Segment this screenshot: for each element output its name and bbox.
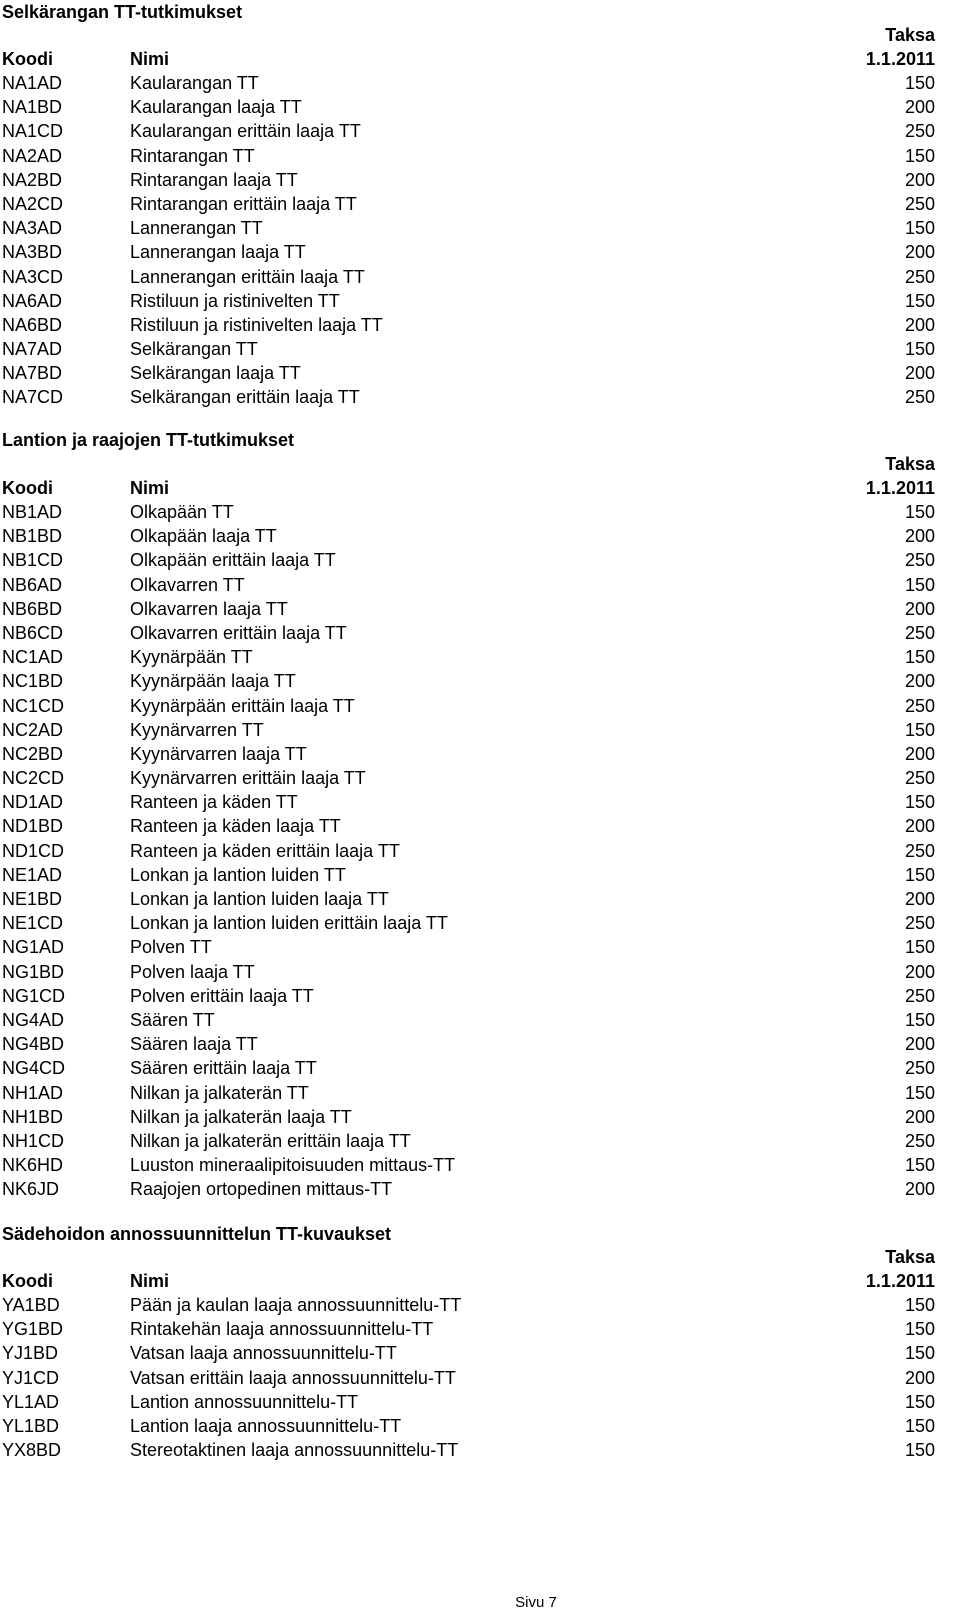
row-price: 200	[904, 743, 935, 764]
row-name: Polven TT	[130, 937, 212, 958]
table-row	[0, 72, 960, 96]
row-name: Säären erittäin laaja TT	[130, 1058, 317, 1079]
table-body	[0, 72, 960, 411]
row-name: Olkavarren TT	[130, 574, 245, 595]
table-row	[0, 840, 960, 864]
row-price: 200	[904, 1106, 935, 1127]
table-row	[0, 1106, 960, 1130]
row-price: 150	[904, 1343, 935, 1364]
row-price: 150	[904, 937, 935, 958]
row-price: 150	[904, 502, 935, 522]
table-row	[0, 1033, 960, 1057]
row-name: Nilkan ja jalkaterän TT	[130, 1082, 309, 1103]
table-row	[0, 314, 960, 338]
row-name: Vatsan laaja annossuunnittelu-TT	[130, 1343, 397, 1364]
table-body	[0, 1294, 960, 1463]
table-header	[0, 477, 960, 501]
row-code: NA3BD	[2, 242, 63, 263]
row-code: NC1CD	[2, 695, 65, 716]
row-name: Rintarangan TT	[130, 145, 255, 166]
row-name: Rintarangan erittäin laaja TT	[130, 193, 357, 214]
row-price: 250	[904, 193, 935, 214]
table-row	[0, 1415, 960, 1439]
row-code: YL1AD	[2, 1391, 60, 1412]
row-code: YA1BD	[2, 1295, 60, 1315]
row-price: 200	[904, 816, 935, 837]
table-row	[0, 549, 960, 573]
row-code: YX8BD	[2, 1440, 62, 1461]
row-price: 150	[904, 1391, 935, 1412]
row-code: NA6AD	[2, 290, 63, 311]
row-code: ND1CD	[2, 840, 65, 861]
row-name: Olkapään TT	[130, 502, 234, 522]
row-code: NE1AD	[2, 864, 63, 885]
row-code: NG4AD	[2, 1009, 65, 1030]
header-name: Nimi	[130, 49, 170, 69]
row-code: NC2BD	[2, 743, 64, 764]
row-code: ND1AD	[2, 792, 64, 813]
row-price: 150	[904, 290, 935, 311]
row-name: Kaularangan TT	[130, 73, 259, 93]
row-code: NK6JD	[2, 1179, 60, 1200]
table-row	[0, 767, 960, 791]
table-row	[0, 888, 960, 912]
table-row	[0, 1439, 960, 1463]
table-row	[0, 912, 960, 936]
section-title: Selkärangan TT-tutkimukset	[2, 2, 243, 22]
row-price: 250	[904, 840, 935, 861]
row-code: NG4CD	[2, 1058, 66, 1079]
row-name: Olkapään laaja TT	[130, 526, 277, 547]
row-code: NA7CD	[2, 387, 64, 408]
row-price: 150	[904, 719, 935, 740]
row-name: Polven erittäin laaja TT	[130, 985, 314, 1006]
row-name: Ranteen ja käden erittäin laaja TT	[130, 840, 400, 861]
table-row	[0, 120, 960, 144]
row-code: NC1AD	[2, 647, 64, 668]
row-name: Lantion laaja annossuunnittelu-TT	[130, 1415, 402, 1436]
row-name: Ristiluun ja ristinivelten laaja TT	[130, 314, 383, 335]
row-price: 150	[904, 792, 935, 813]
row-price: 250	[904, 1058, 935, 1079]
row-name: Lannerangan laaja TT	[130, 242, 306, 263]
row-price: 150	[904, 647, 935, 668]
row-code: NA2CD	[2, 193, 64, 214]
row-name: Lonkan ja lantion luiden erittäin laaja TT	[130, 913, 448, 934]
row-name: Selkärangan laaja TT	[130, 363, 301, 384]
row-name: Lonkan ja lantion luiden laaja TT	[130, 889, 389, 909]
section-title: Sädehoidon annossuunnittelun TT-kuvaukset	[2, 1224, 392, 1244]
row-code: NE1CD	[2, 913, 64, 934]
table-row	[0, 1082, 960, 1106]
row-price: 200	[904, 526, 935, 547]
row-price: 250	[904, 622, 935, 643]
row-name: Kyynärpään laaja TT	[130, 671, 296, 692]
row-price: 150	[904, 1082, 935, 1103]
row-code: NH1BD	[2, 1106, 64, 1127]
table-row	[0, 743, 960, 767]
table-row	[0, 695, 960, 719]
table-row	[0, 1154, 960, 1178]
row-code: NG1AD	[2, 937, 65, 958]
row-code: NA7BD	[2, 363, 63, 384]
row-name: Rintakehän laaja annossuunnittelu-TT	[130, 1319, 434, 1340]
row-price: 250	[904, 768, 935, 789]
row-price: 250	[904, 550, 935, 571]
table-row	[0, 1342, 960, 1366]
table-row	[0, 362, 960, 386]
row-code: NB1AD	[2, 502, 63, 522]
table-row	[0, 96, 960, 120]
taksa-label: Taksa	[885, 25, 935, 45]
row-price: 150	[904, 218, 935, 239]
row-name: Olkavarren erittäin laaja TT	[130, 622, 347, 643]
row-code: NG1CD	[2, 985, 66, 1006]
row-code: NA6BD	[2, 314, 63, 335]
table-row	[0, 1130, 960, 1154]
table-row	[0, 1009, 960, 1033]
row-name: Kaularangan erittäin laaja TT	[130, 121, 361, 142]
row-code: NK6HD	[2, 1155, 64, 1176]
table-row	[0, 1178, 960, 1202]
row-name: Ranteen ja käden TT	[130, 792, 298, 813]
row-name: Polven laaja TT	[130, 961, 255, 982]
table-row	[0, 719, 960, 743]
row-name: Kyynärvarren TT	[130, 719, 264, 740]
table-row	[0, 815, 960, 839]
table-row	[0, 1391, 960, 1415]
table-row	[0, 266, 960, 290]
row-code: NC2CD	[2, 768, 65, 789]
header-name: Nimi	[130, 478, 170, 498]
row-code: NA1CD	[2, 121, 64, 142]
row-name: Lantion annossuunnittelu-TT	[130, 1391, 359, 1412]
row-price: 200	[904, 314, 935, 335]
row-price: 200	[904, 889, 935, 909]
row-name: Kyynärvarren erittäin laaja TT	[130, 768, 366, 789]
row-price: 200	[904, 671, 935, 692]
page-footer	[0, 1594, 960, 1612]
table-row	[0, 386, 960, 410]
row-code: NC2AD	[2, 719, 64, 740]
row-code: ND1BD	[2, 816, 64, 837]
row-name: Olkapään erittäin laaja TT	[130, 550, 336, 571]
row-name: Lannerangan TT	[130, 218, 263, 239]
row-code: YJ1CD	[2, 1367, 60, 1388]
table-row	[0, 169, 960, 193]
header-price-date: 1.1.2011	[865, 478, 935, 498]
row-code: NH1CD	[2, 1130, 65, 1151]
row-code: NB1BD	[2, 526, 63, 547]
row-price: 250	[904, 695, 935, 716]
header-price-date: 1.1.2011	[865, 49, 935, 69]
row-name: Stereotaktinen laaja annossuunnittelu-TT	[130, 1440, 459, 1461]
row-price: 200	[904, 169, 935, 190]
row-name: Lonkan ja lantion luiden TT	[130, 864, 346, 885]
row-price: 250	[904, 387, 935, 408]
table-row	[0, 1294, 960, 1318]
row-price: 150	[904, 864, 935, 885]
section-title: Lantion ja raajojen TT-tutkimukset	[2, 430, 295, 450]
row-code: NB1CD	[2, 550, 64, 571]
row-price: 150	[904, 1319, 935, 1340]
row-code: NG4BD	[2, 1034, 65, 1055]
table-row	[0, 985, 960, 1009]
row-name: Kaularangan laaja TT	[130, 97, 302, 118]
row-price: 200	[904, 598, 935, 619]
table-row	[0, 936, 960, 960]
row-price: 200	[904, 242, 935, 263]
row-price: 200	[904, 1179, 935, 1200]
taksa-label: Taksa	[885, 454, 935, 474]
table-row	[0, 1367, 960, 1391]
row-code: NA1BD	[2, 97, 63, 118]
table-row	[0, 670, 960, 694]
row-price: 250	[904, 1130, 935, 1151]
row-price: 200	[904, 97, 935, 118]
row-name: Kyynärpään TT	[130, 647, 253, 668]
taksa-label: Taksa	[885, 1247, 935, 1267]
row-name: Olkavarren laaja TT	[130, 598, 288, 619]
row-price: 200	[904, 961, 935, 982]
row-name: Nilkan ja jalkaterän erittäin laaja TT	[130, 1130, 411, 1151]
row-code: NB6CD	[2, 622, 64, 643]
row-price: 250	[904, 913, 935, 934]
header-price-date: 1.1.2011	[865, 1271, 935, 1291]
table-row	[0, 501, 960, 525]
row-name: Luuston mineraalipitoisuuden mittaus-TT	[130, 1155, 456, 1176]
row-price: 200	[904, 1367, 935, 1388]
row-name: Säären TT	[130, 1009, 215, 1030]
row-code: NA2AD	[2, 145, 63, 166]
page-number: Sivu 7	[515, 1594, 557, 1611]
row-price: 250	[904, 985, 935, 1006]
row-code: NA3AD	[2, 218, 63, 239]
row-name: Lannerangan erittäin laaja TT	[130, 266, 365, 287]
table-row	[0, 217, 960, 241]
row-code: NA7AD	[2, 339, 63, 360]
table-row	[0, 1318, 960, 1342]
table-row	[0, 646, 960, 670]
row-code: NH1AD	[2, 1082, 64, 1103]
row-price: 150	[904, 1295, 935, 1315]
table-row	[0, 598, 960, 622]
table-header	[0, 48, 960, 72]
row-code: YG1BD	[2, 1319, 64, 1340]
row-name: Selkärangan erittäin laaja TT	[130, 387, 360, 408]
table-row	[0, 961, 960, 985]
row-code: NE1BD	[2, 889, 63, 909]
row-price: 150	[904, 574, 935, 595]
table-row	[0, 145, 960, 169]
table-row	[0, 791, 960, 815]
table-row	[0, 525, 960, 549]
row-code: NA3CD	[2, 266, 64, 287]
row-name: Ranteen ja käden laaja TT	[130, 816, 341, 837]
row-name: Ristiluun ja ristinivelten TT	[130, 290, 340, 311]
table-row	[0, 864, 960, 888]
row-code: YJ1BD	[2, 1343, 59, 1364]
header-code: Koodi	[2, 478, 53, 498]
row-name: Säären laaja TT	[130, 1034, 258, 1055]
row-name: Nilkan ja jalkaterän laaja TT	[130, 1106, 352, 1127]
row-code: NB6AD	[2, 574, 63, 595]
header-code: Koodi	[2, 1271, 53, 1291]
row-price: 150	[904, 1155, 935, 1176]
table-row	[0, 241, 960, 265]
row-code: NG1BD	[2, 961, 65, 982]
row-name: Kyynärvarren laaja TT	[130, 743, 307, 764]
table-body	[0, 501, 960, 1202]
row-price: 150	[904, 1415, 935, 1436]
header-name: Nimi	[130, 1271, 170, 1291]
row-code: NB6BD	[2, 598, 63, 619]
row-price: 150	[904, 145, 935, 166]
table-header	[0, 1270, 960, 1294]
row-price: 250	[904, 266, 935, 287]
row-name: Rintarangan laaja TT	[130, 169, 298, 190]
row-name: Raajojen ortopedinen mittaus-TT	[130, 1179, 393, 1200]
header-code: Koodi	[2, 49, 53, 69]
row-price: 250	[904, 121, 935, 142]
table-row	[0, 622, 960, 646]
row-code: NA1AD	[2, 73, 63, 93]
table-row	[0, 338, 960, 362]
row-code: YL1BD	[2, 1415, 60, 1436]
row-name: Vatsan erittäin laaja annossuunnittelu-TT	[130, 1367, 456, 1388]
row-name: Selkärangan TT	[130, 339, 258, 360]
table-row	[0, 574, 960, 598]
row-name: Kyynärpään erittäin laaja TT	[130, 695, 355, 716]
row-price: 150	[904, 339, 935, 360]
row-code: NC1BD	[2, 671, 64, 692]
table-row	[0, 290, 960, 314]
row-name: Pään ja kaulan laaja annossuunnittelu-TT	[130, 1295, 462, 1315]
row-code: NA2BD	[2, 169, 63, 190]
row-price: 150	[904, 1009, 935, 1030]
row-price: 200	[904, 1034, 935, 1055]
table-row	[0, 193, 960, 217]
row-price: 150	[904, 1440, 935, 1461]
row-price: 150	[904, 73, 935, 93]
row-price: 200	[904, 363, 935, 384]
table-row	[0, 1057, 960, 1081]
